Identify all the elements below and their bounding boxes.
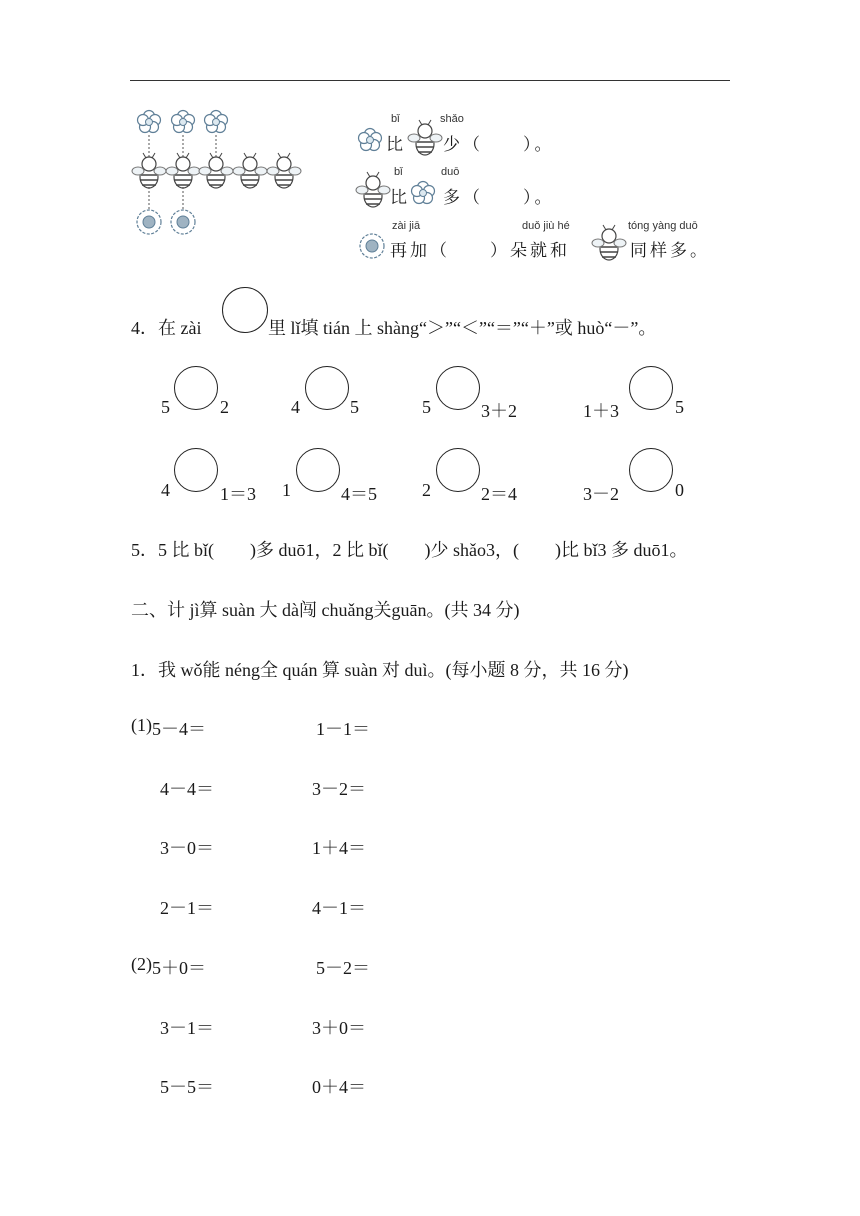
q4-r2-3-right: 2＝4 (481, 484, 517, 504)
answer-circle[interactable] (174, 448, 218, 492)
calc-item: 2－1＝ (160, 898, 214, 918)
flower-icon (138, 111, 161, 133)
q4-r2-2-left: 1 (282, 480, 291, 500)
calc-item: 5－5＝ (160, 1077, 214, 1097)
pinyin-duo: duō (441, 166, 460, 178)
section2-title: 二、计 jì算 suàn 大 dà闯 chuǎng关guān。(共 34 分) (131, 600, 520, 620)
bee-icon (358, 174, 388, 208)
calc-item: 5－4＝ (152, 719, 206, 739)
q4-r1-2-left: 4 (291, 397, 300, 417)
calc-item: 3＋0＝ (312, 1018, 366, 1038)
line1-bi: 比 (386, 135, 406, 155)
flower-icon (357, 126, 387, 156)
pinyin-bi: bǐ (391, 113, 400, 125)
calc1-label: (1) (131, 715, 152, 735)
answer-circle[interactable] (436, 366, 480, 410)
bee-icon (166, 153, 200, 188)
answer-circle[interactable] (629, 366, 673, 410)
pinyin-bi-2: bǐ (394, 166, 403, 178)
answer-circle[interactable] (629, 448, 673, 492)
q4-r1-4-left: 1＋3 (583, 401, 619, 421)
answer-circle[interactable] (296, 448, 340, 492)
q4-r2-1-left: 4 (161, 480, 170, 500)
q4-title-b: 里 lǐ填 tián 上 shàng“＞”“＜”“＝”“＋”或 huò“－”。 (268, 318, 657, 338)
q4-r2-2-right: 4＝5 (341, 484, 377, 504)
calc-item: 4－1＝ (312, 898, 366, 918)
pinyin-tongyangduo: tóng yàng duō (628, 220, 698, 232)
q4-r1-2-right: 5 (350, 397, 359, 417)
answer-circle[interactable] (222, 287, 268, 333)
calc-item: 4－4＝ (160, 779, 214, 799)
bee-icon (594, 227, 624, 261)
calc-item: 1＋4＝ (312, 838, 366, 858)
sunflower-icon (358, 231, 388, 261)
calc-item: 3－1＝ (160, 1018, 214, 1038)
calc-item: 1－1＝ (316, 719, 370, 739)
pinyin-shao: shǎo (440, 113, 464, 125)
q4-r1-3-left: 5 (422, 397, 431, 417)
q1-title: 1．我 wǒ能 néng全 quán 算 suàn 对 duì。(每小题 8 分，共 16 分) (131, 660, 629, 680)
q4-r2-4-right: 0 (675, 480, 684, 500)
bee-icon (410, 122, 440, 156)
flower-icon (172, 111, 195, 133)
line2-text: 多（ ）。 (443, 188, 555, 208)
sunflower-icon (137, 210, 161, 234)
answer-circle[interactable] (305, 366, 349, 410)
bee-icon (233, 153, 267, 188)
q4-title-a: 4．在 zài (131, 318, 202, 338)
q4-r1-1-left: 5 (161, 397, 170, 417)
calc-item: 3－2＝ (312, 779, 366, 799)
sunflower-icon (171, 210, 195, 234)
flower-icon (410, 179, 440, 209)
calc-item: 5＋0＝ (152, 958, 206, 978)
answer-circle[interactable] (174, 366, 218, 410)
top-rule (130, 80, 730, 81)
q4-r1-4-right: 5 (675, 397, 684, 417)
pinyin-duojiuhe: duǒ jiù hé (522, 220, 570, 232)
calc-item: 5－2＝ (316, 958, 370, 978)
line2-bi: 比 (390, 188, 410, 208)
q5-text: 5．5 比 bǐ( )多 duō1，2 比 bǐ( )少 shǎo3，( )比 bǐ3 多 duō1。 (131, 540, 688, 560)
line3-text-b: 同样多。 (630, 241, 710, 261)
picture-left (130, 105, 330, 245)
bee-icon (199, 153, 233, 188)
bee-icon (132, 153, 166, 188)
line1-text: 少（ ）。 (443, 135, 555, 155)
flower-icon (205, 111, 228, 133)
answer-circle[interactable] (436, 448, 480, 492)
calc2-label: (2) (131, 954, 152, 974)
calc-item: 0＋4＝ (312, 1077, 366, 1097)
q4-r2-4-left: 3－2 (583, 484, 619, 504)
q4-r1-3-right: 3＋2 (481, 401, 517, 421)
line3-text-a: 再加（ ）朵就和 (390, 241, 570, 261)
q4-r1-1-right: 2 (220, 397, 229, 417)
pinyin-zaijia: zài jiā (392, 220, 421, 232)
calc-item: 3－0＝ (160, 838, 214, 858)
q4-r2-1-right: 1＝3 (220, 484, 256, 504)
q4-r2-3-left: 2 (422, 480, 431, 500)
bee-icon (267, 153, 301, 188)
